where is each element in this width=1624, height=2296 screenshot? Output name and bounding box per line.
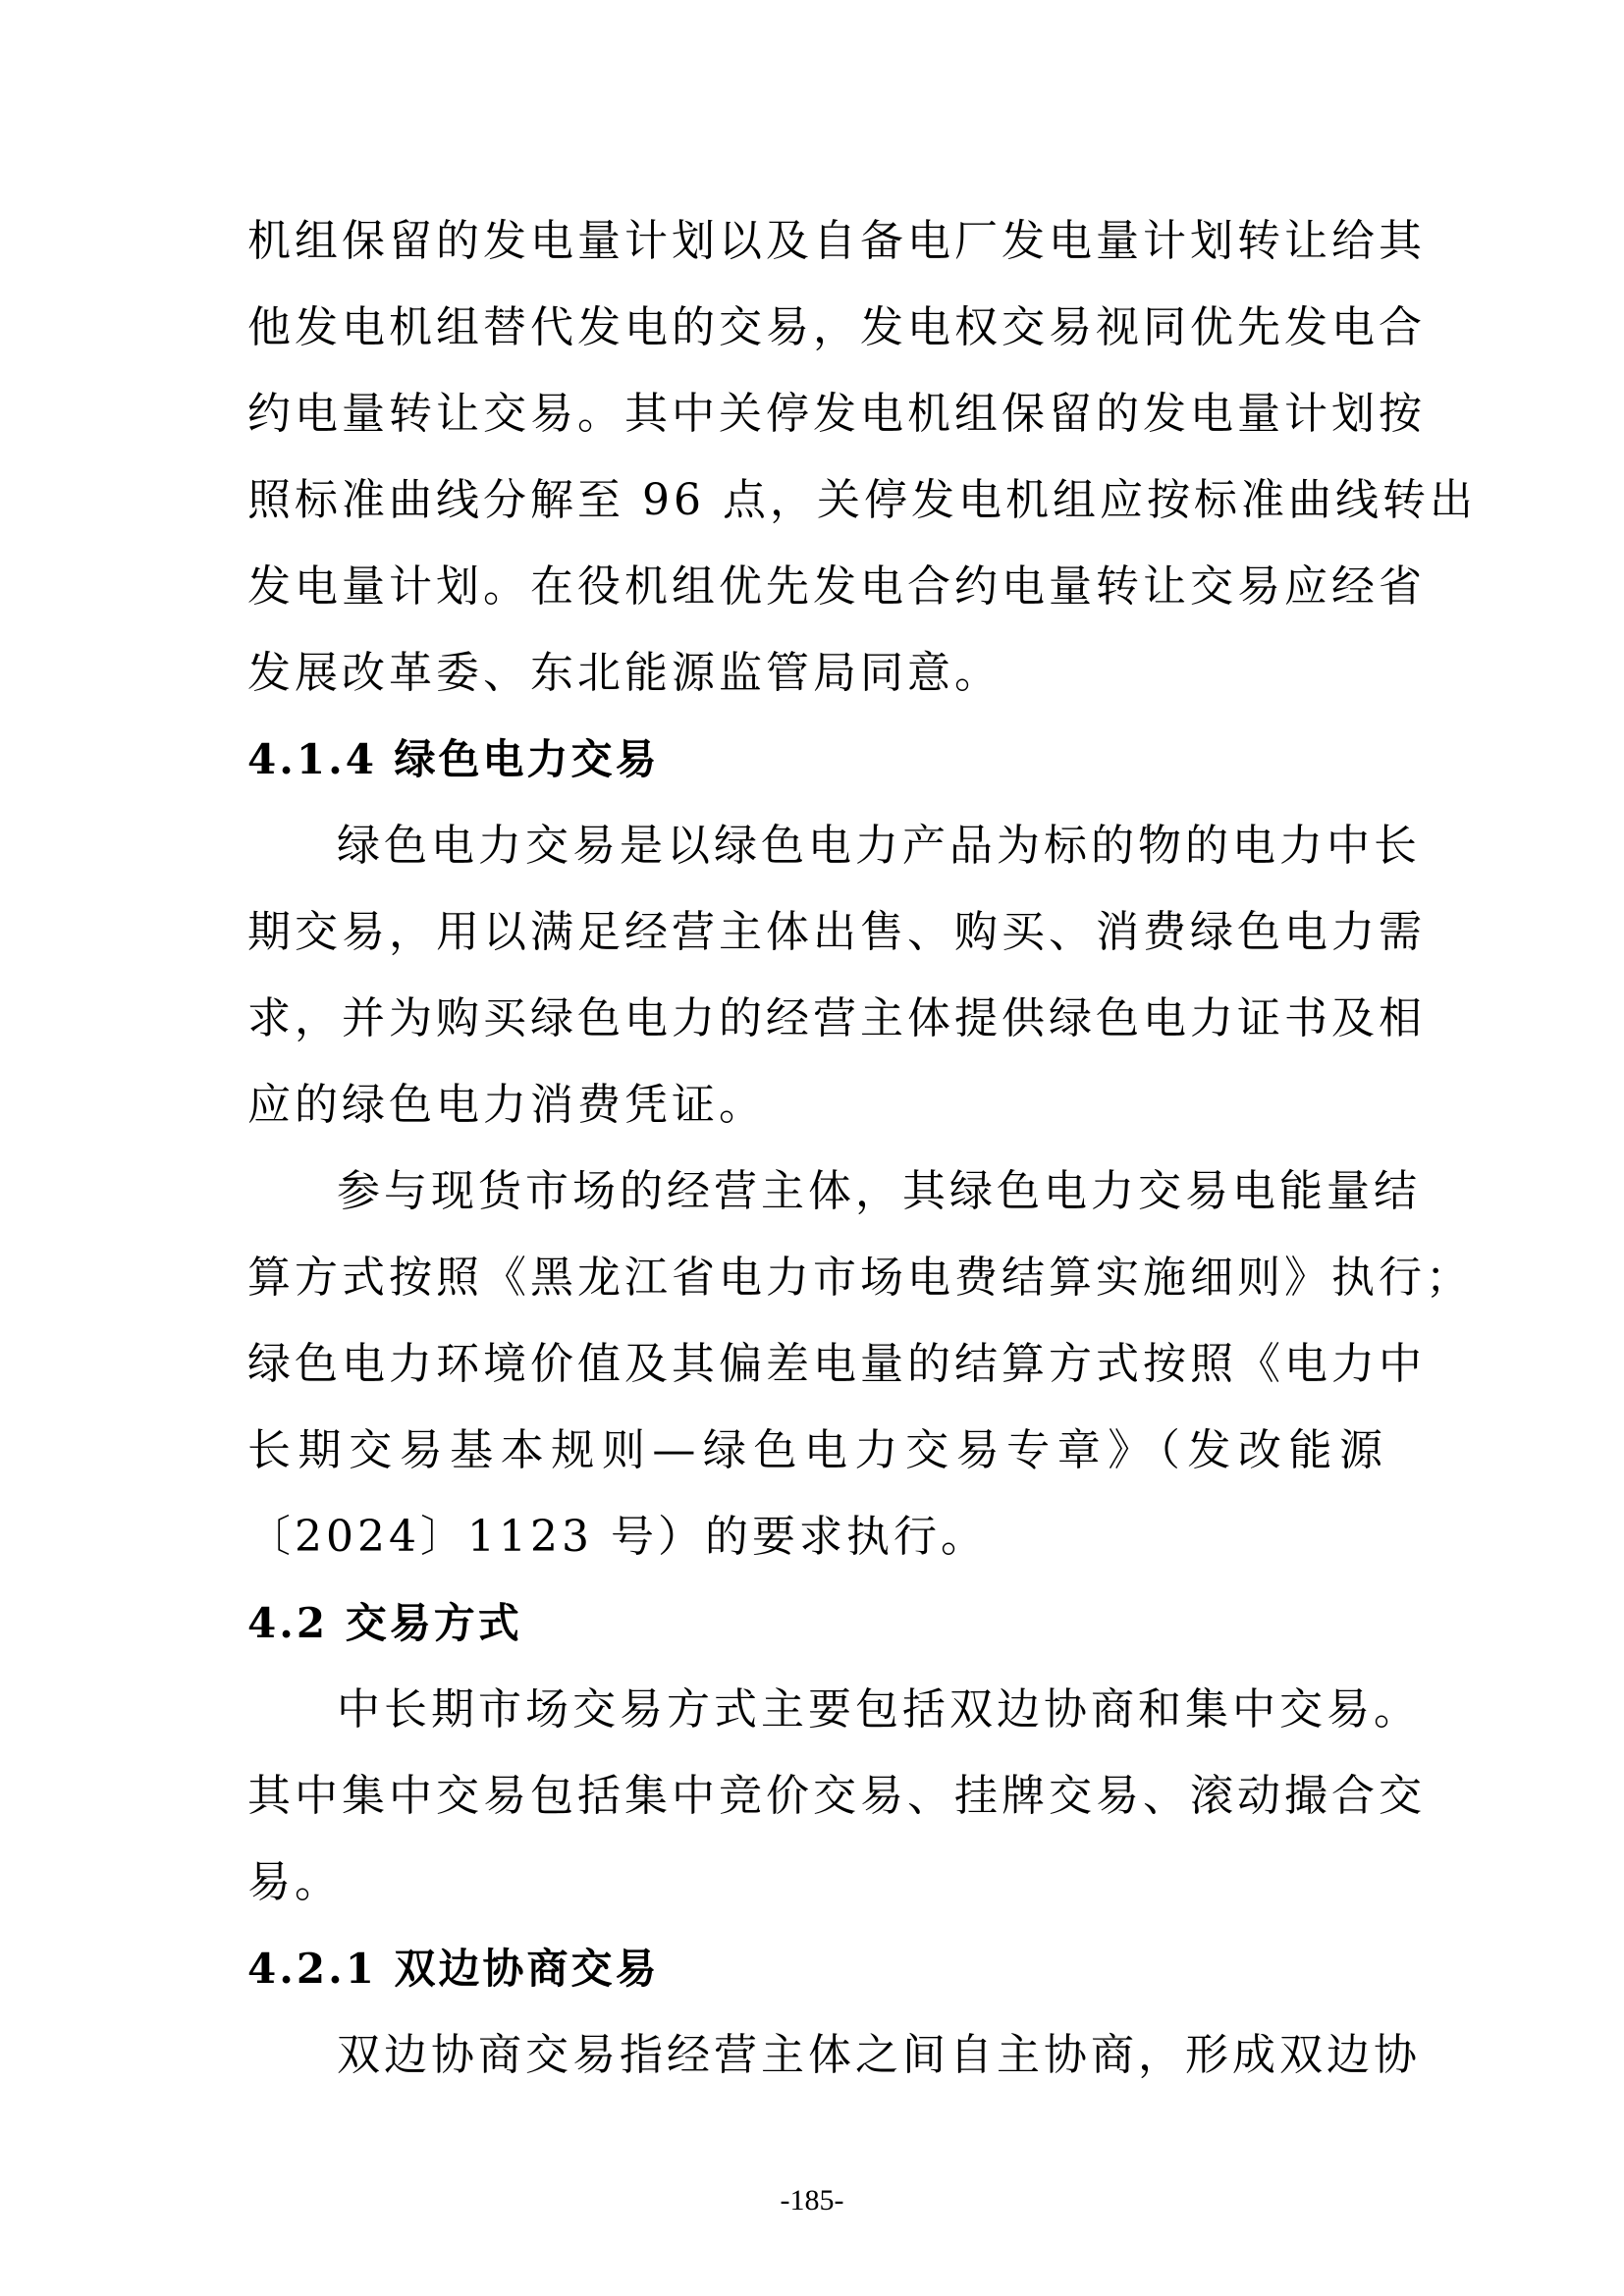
paragraph-line: 其中集中交易包括集中竞价交易、挂牌交易、滚动撮合交 — [247, 1771, 1426, 1821]
section-heading: 4.1.4 绿色电力交易 — [247, 735, 660, 783]
paragraph-line: 应的绿色电力消费凭证。 — [247, 1080, 766, 1130]
paragraph-line: 机组保留的发电量计划以及自备电厂发电量计划转让给其 — [247, 216, 1426, 266]
paragraph-line: 双边协商交易指经营主体之间自主协商，形成双边协 — [337, 2030, 1421, 2080]
paragraph-line: 求，并为购买绿色电力的经营主体提供绿色电力证书及相 — [247, 993, 1426, 1043]
paragraph-line: 绿色电力交易是以绿色电力产品为标的物的电力中长 — [337, 821, 1421, 871]
paragraph-line: 照标准曲线分解至 96 点，关停发电机组应按标准曲线转出 — [247, 475, 1477, 525]
paragraph-line: 他发电机组替代发电的交易，发电权交易视同优先发电合 — [247, 302, 1426, 352]
paragraph-line: 参与现货市场的经营主体，其绿色电力交易电能量结 — [337, 1166, 1421, 1216]
section-heading: 4.2.1 双边协商交易 — [247, 1945, 660, 1993]
paragraph-line: 发电量计划。在役机组优先发电合约电量转让交易应经省 — [247, 561, 1426, 612]
paragraph-line: 绿色电力环境价值及其偏差电量的结算方式按照《电力中 — [247, 1339, 1426, 1389]
section-heading: 4.2 交易方式 — [247, 1599, 522, 1647]
paragraph-line: 易。 — [247, 1857, 342, 1907]
paragraph-line: 算方式按照《黑龙江省电力市场电费结算实施细则》执行； — [247, 1253, 1473, 1303]
paragraph-line: 长期交易基本规则—绿色电力交易专章》（发改能源 — [247, 1425, 1386, 1475]
paragraph-line: 中长期市场交易方式主要包括双边协商和集中交易。 — [337, 1684, 1421, 1735]
paragraph-line: 期交易，用以满足经营主体出售、购买、消费绿色电力需 — [247, 907, 1426, 957]
paragraph-line: 发展改革委、东北能源监管局同意。 — [247, 648, 1001, 698]
paragraph-line: 〔2024〕1123 号）的要求执行。 — [247, 1512, 988, 1562]
page-number: -185- — [780, 2184, 844, 2216]
paragraph-line: 约电量转让交易。其中关停发电机组保留的发电量计划按 — [247, 389, 1426, 439]
